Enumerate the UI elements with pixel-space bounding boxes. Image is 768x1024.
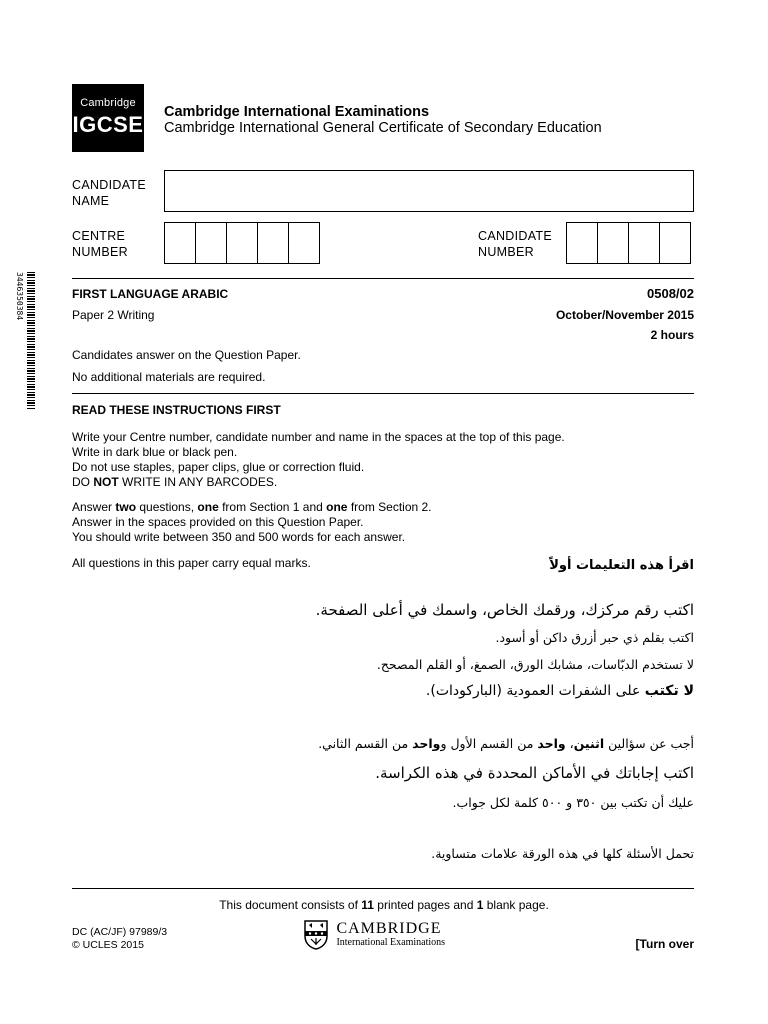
text-run: من القسم الثاني.: [318, 736, 413, 751]
instruction-line: Write your Centre number, candidate number and name in the spaces at the top of this page.: [72, 430, 565, 444]
candidate-name-label-line2: NAME: [72, 194, 110, 208]
arabic-instructions-heading: اقرأ هذه التعليمات أولاً: [549, 558, 694, 573]
centre-number-cell[interactable]: [226, 222, 258, 264]
paper-title: Paper 2 Writing: [72, 308, 155, 322]
instruction-line: Write in dark blue or black pen.: [72, 445, 238, 459]
instruction-line-answer: [72, 500, 432, 515]
text-run-bold: لا تكتب: [644, 683, 694, 699]
text-run: ،: [565, 736, 574, 751]
document-ref-code: DC (AC/JF) 97989/3: [72, 926, 168, 938]
candidate-number-label-line2: NUMBER: [478, 245, 534, 259]
arabic-instruction-line-barcodes: [426, 683, 694, 699]
barcode-number: 3446350384: [15, 272, 24, 321]
instructions-block-1: [72, 430, 565, 490]
text-run: Answer: [72, 500, 116, 514]
arabic-instruction-line: لا تستخدم الدبّاسات، مشابك الورق، الصمغ، أو القلم المصحح.: [376, 657, 694, 672]
logo-igcse-text: IGCSE: [72, 112, 144, 137]
syllabus-code: 0508/02: [647, 286, 694, 301]
exam-board-title: Cambridge International Examinations: [164, 104, 430, 120]
text-run: blank page.: [483, 898, 549, 912]
document-reference: [72, 926, 167, 952]
centre-number-label-line1: CENTRE: [72, 229, 126, 243]
materials-line1: Candidates answer on the Question Paper.: [72, 348, 301, 362]
exam-session: October/November 2015: [555, 308, 694, 322]
text-run: from Section 2.: [347, 500, 432, 514]
text-run: من القسم الأول و: [440, 736, 538, 751]
materials-line2: No additional materials are required.: [72, 370, 266, 384]
centre-number-field[interactable]: [165, 222, 320, 264]
text-run-bold: اثنين: [573, 736, 605, 751]
instructions-block-2: [72, 500, 432, 545]
divider-top: [72, 278, 694, 279]
arabic-instruction-line: تحمل الأسئلة كلها في هذه الورقة علامات متساوية.: [431, 846, 694, 861]
text-run: أجب عن سؤالين: [604, 736, 694, 751]
centre-number-cell[interactable]: [195, 222, 227, 264]
text-run-bold: NOT: [93, 475, 119, 489]
cambridge-crest-icon: [304, 920, 328, 950]
arabic-instruction-line-answer: [318, 736, 694, 751]
text-run: printed pages and: [373, 898, 477, 912]
text-run-bold: واحد: [412, 736, 441, 751]
text-run-bold: 1: [476, 898, 484, 912]
cambridge-wordmark-subtitle: International Examinations: [336, 937, 446, 948]
text-run-bold: two: [115, 500, 137, 514]
centre-number-cell[interactable]: [257, 222, 289, 264]
igcse-logo: [72, 84, 144, 152]
copyright-notice: © UCLES 2015: [72, 939, 144, 951]
centre-number-label-line2: NUMBER: [72, 245, 128, 259]
text-run: questions,: [136, 500, 198, 514]
text-run: from Section 1 and: [218, 500, 327, 514]
text-run: WRITE IN ANY BARCODES.: [118, 475, 278, 489]
exam-duration: 2 hours: [650, 328, 694, 342]
instruction-line: Answer in the spaces provided on this Question Paper.: [72, 515, 364, 529]
centre-number-cell[interactable]: [164, 222, 196, 264]
arabic-instruction-line: اكتب إجاباتك في الأماكن المحددة في هذه الكراسة.: [375, 764, 694, 782]
text-run-bold: واحد: [537, 736, 566, 751]
text-run-bold: 11: [361, 898, 374, 912]
cambridge-wordmark: [336, 921, 445, 949]
candidate-number-cell[interactable]: [566, 222, 598, 264]
instruction-equal-marks: All questions in this paper carry equal marks.: [72, 556, 311, 570]
candidate-name-field[interactable]: [164, 170, 694, 212]
candidate-number-label: [478, 228, 552, 260]
text-run: على الشفرات العمودية (الباركودات).: [425, 683, 645, 699]
centre-number-label: [72, 228, 128, 260]
candidate-number-cell[interactable]: [597, 222, 629, 264]
logo-cambridge-text: Cambridge: [80, 97, 136, 109]
subject-title: FIRST LANGUAGE ARABIC: [72, 287, 229, 301]
divider-instructions: [72, 393, 694, 394]
vertical-barcode: [27, 272, 35, 410]
arabic-instruction-line: عليك أن تكتب بين ٣٥٠ و ٥٠٠ كلمة لكل جواب.: [452, 795, 694, 810]
instruction-line: You should write between 350 and 500 words for each answer.: [72, 530, 406, 544]
turn-over-note: [Turn over: [635, 937, 694, 951]
arabic-instruction-line: اكتب رقم مركزك، ورقمك الخاص، واسمك في أعلى الصفحة.: [315, 601, 694, 619]
instructions-heading: READ THESE INSTRUCTIONS FIRST: [72, 403, 281, 417]
candidate-number-field[interactable]: [567, 222, 691, 264]
instruction-line: Do not use staples, paper clips, glue or correction fluid.: [72, 460, 365, 474]
text-run: DO: [72, 475, 94, 489]
candidate-name-label-line1: CANDIDATE: [72, 178, 147, 192]
candidate-number-label-line1: CANDIDATE: [478, 229, 553, 243]
cambridge-wordmark-title: CAMBRIDGE: [336, 920, 442, 937]
centre-number-cell[interactable]: [288, 222, 320, 264]
instruction-line-barcodes: [72, 475, 565, 490]
divider-footer: [72, 888, 694, 889]
candidate-name-label: [72, 177, 146, 209]
candidate-number-cell[interactable]: [659, 222, 691, 264]
text-run-bold: one: [197, 500, 219, 514]
cambridge-brand: [304, 920, 445, 952]
qualification-title: Cambridge International General Certificate of Secondary Education: [164, 120, 602, 136]
page-count-note: [0, 898, 768, 913]
text-run-bold: one: [326, 500, 348, 514]
text-run: This document consists of: [219, 898, 362, 912]
candidate-number-cell[interactable]: [628, 222, 660, 264]
arabic-instruction-line: اكتب بقلم ذي حبر أزرق داكن أو أسود.: [495, 630, 694, 645]
